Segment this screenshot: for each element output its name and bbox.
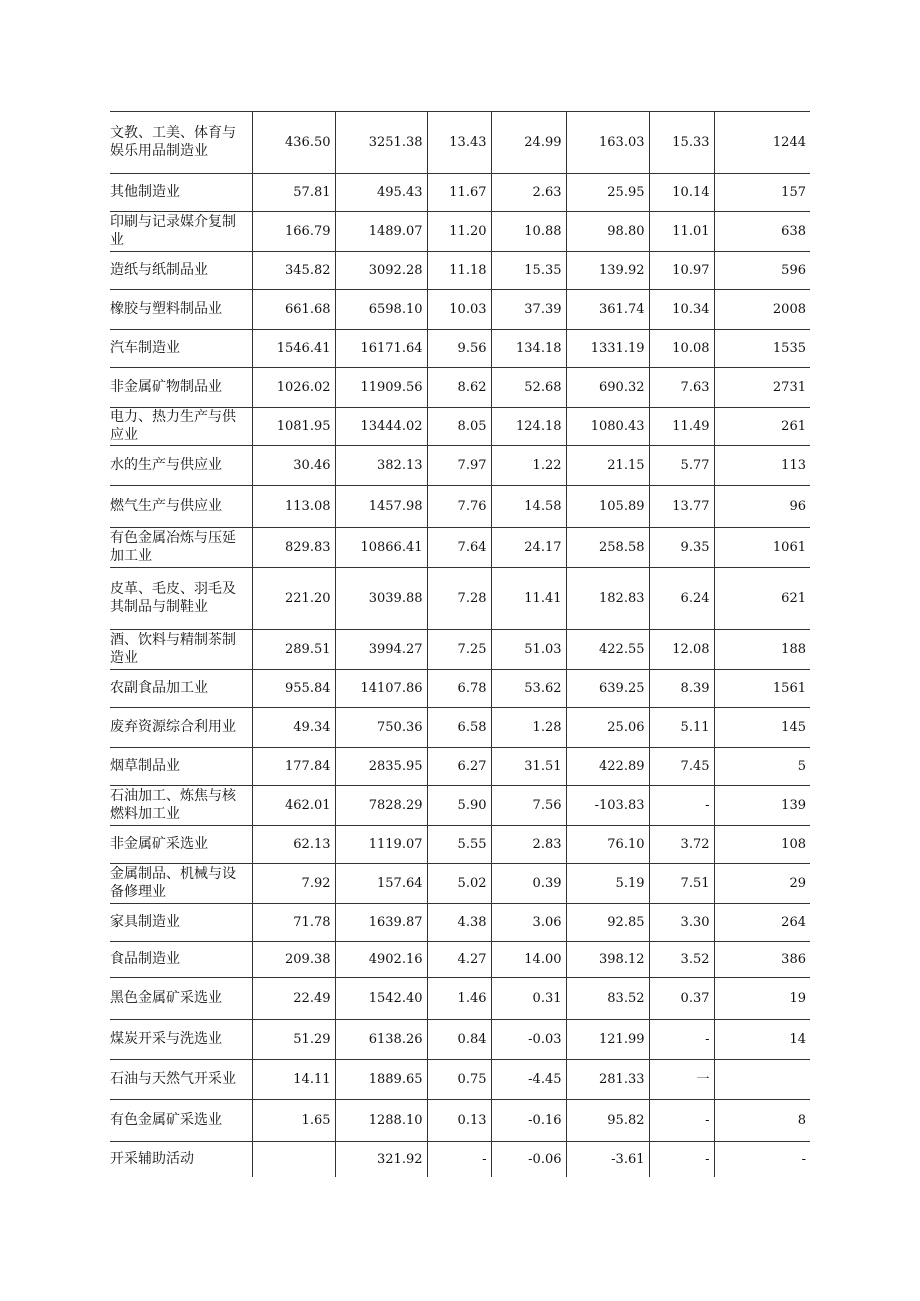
industry-name-cell: 金属制品、机械与设备修理业 xyxy=(110,863,252,903)
value-cell-col-6: 0.37 xyxy=(649,977,714,1019)
value-cell-col-4: 2.83 xyxy=(491,825,566,863)
value-cell-col-2: 1639.87 xyxy=(335,903,427,941)
table-row xyxy=(110,567,810,629)
value-cell-col-3: 11.67 xyxy=(427,173,491,211)
value-cell-col-1: 462.01 xyxy=(252,785,335,825)
value-cell-col-1 xyxy=(252,1141,335,1177)
value-cell-col-3: 5.90 xyxy=(427,785,491,825)
value-cell-col-2: 10866.41 xyxy=(335,527,427,567)
value-cell-col-1: 22.49 xyxy=(252,977,335,1019)
value-cell-col-7: 1561 xyxy=(714,669,810,707)
industry-name-cell: 食品制造业 xyxy=(110,941,252,977)
value-cell-col-7: 145 xyxy=(714,707,810,747)
value-cell-col-7: 8 xyxy=(714,1099,810,1141)
value-cell-col-3: 9.56 xyxy=(427,329,491,367)
value-cell-col-5: 105.89 xyxy=(566,485,649,527)
value-cell-col-7: 96 xyxy=(714,485,810,527)
value-cell-col-3: 7.97 xyxy=(427,445,491,485)
value-cell-col-5: 76.10 xyxy=(566,825,649,863)
value-cell-col-6: - xyxy=(649,1141,714,1177)
value-cell-col-6: 7.45 xyxy=(649,747,714,785)
value-cell-col-1: 829.83 xyxy=(252,527,335,567)
table-row xyxy=(110,785,810,825)
value-cell-col-4: -0.16 xyxy=(491,1099,566,1141)
value-cell-col-3: 11.18 xyxy=(427,251,491,289)
industry-name-cell: 非金属矿物制品业 xyxy=(110,367,252,407)
industry-name-cell: 开采辅助活动 xyxy=(110,1151,194,1168)
value-cell-col-6: 9.35 xyxy=(649,527,714,567)
value-cell-col-4: 2.63 xyxy=(491,173,566,211)
value-cell-col-4: 14.58 xyxy=(491,485,566,527)
industry-name-cell: 石油加工、炼焦与核燃料加工业 xyxy=(110,785,252,825)
industry-name-cell: 印刷与记录媒介复制业 xyxy=(110,211,252,251)
value-cell-col-2: 321.92 xyxy=(335,1141,427,1177)
value-cell-col-2: 1457.98 xyxy=(335,485,427,527)
industry-name-cell: 煤炭开采与洗选业 xyxy=(110,1019,252,1059)
value-cell-col-2: 1489.07 xyxy=(335,211,427,251)
value-cell-col-6: 15.33 xyxy=(649,112,714,173)
value-cell-col-2: 6598.10 xyxy=(335,289,427,329)
value-cell-col-5: 83.52 xyxy=(566,977,649,1019)
industry-name-cell: 皮革、毛皮、羽毛及其制品与制鞋业 xyxy=(110,567,252,629)
value-cell-col-1: 71.78 xyxy=(252,903,335,941)
value-cell-col-6: 11.01 xyxy=(649,211,714,251)
value-cell-col-4: -0.06 xyxy=(491,1141,566,1177)
value-cell-col-7: 5 xyxy=(714,747,810,785)
value-cell-col-1: 7.92 xyxy=(252,863,335,903)
value-cell-col-5: 92.85 xyxy=(566,903,649,941)
value-cell-col-4: -4.45 xyxy=(491,1059,566,1099)
table-row xyxy=(110,669,810,707)
table-row xyxy=(110,1019,810,1059)
table-row xyxy=(110,112,810,173)
value-cell-col-5: -103.83 xyxy=(566,785,649,825)
value-cell-col-4: 7.56 xyxy=(491,785,566,825)
value-cell-col-3: - xyxy=(427,1141,491,1177)
industry-name-cell: 电力、热力生产与供应业 xyxy=(110,407,252,445)
value-cell-col-7: 19 xyxy=(714,977,810,1019)
value-cell-col-6: 5.77 xyxy=(649,445,714,485)
industry-name-cell: 黑色金属矿采选业 xyxy=(110,977,252,1019)
value-cell-col-4: 37.39 xyxy=(491,289,566,329)
value-cell-col-2: 11909.56 xyxy=(335,367,427,407)
value-cell-col-2: 14107.86 xyxy=(335,669,427,707)
table-row xyxy=(110,367,810,407)
value-cell-col-4: 124.18 xyxy=(491,407,566,445)
value-cell-col-5: 422.89 xyxy=(566,747,649,785)
table-row xyxy=(110,329,810,367)
value-cell-col-7: 1061 xyxy=(714,527,810,567)
table-row xyxy=(110,173,810,211)
value-cell-col-7: 386 xyxy=(714,941,810,977)
value-cell-col-5: 139.92 xyxy=(566,251,649,289)
value-cell-col-2: 7828.29 xyxy=(335,785,427,825)
value-cell-col-1: 30.46 xyxy=(252,445,335,485)
table-row xyxy=(110,445,810,485)
value-cell-col-5: 361.74 xyxy=(566,289,649,329)
industry-name-cell: 造纸与纸制品业 xyxy=(110,251,252,289)
value-cell-col-6: - xyxy=(649,785,714,825)
value-cell-col-3: 0.75 xyxy=(427,1059,491,1099)
value-cell-col-3: 4.38 xyxy=(427,903,491,941)
value-cell-col-1: 289.51 xyxy=(252,629,335,669)
value-cell-col-4: 0.31 xyxy=(491,977,566,1019)
table-row xyxy=(110,251,810,289)
value-cell-col-1: 14.11 xyxy=(252,1059,335,1099)
value-cell-col-6: 3.52 xyxy=(649,941,714,977)
value-cell-col-7: 29 xyxy=(714,863,810,903)
value-cell-col-5: 25.06 xyxy=(566,707,649,747)
table-row xyxy=(110,1141,810,1177)
value-cell-col-3: 0.13 xyxy=(427,1099,491,1141)
value-cell-col-4: 1.22 xyxy=(491,445,566,485)
industry-name-cell: 烟草制品业 xyxy=(110,747,252,785)
value-cell-col-3: 4.27 xyxy=(427,941,491,977)
table-row xyxy=(110,825,810,863)
value-cell-col-3: 6.27 xyxy=(427,747,491,785)
value-cell-col-2: 1542.40 xyxy=(335,977,427,1019)
value-cell-col-5: 5.19 xyxy=(566,863,649,903)
table-row xyxy=(110,527,810,567)
value-cell-col-2: 3251.38 xyxy=(335,112,427,173)
value-cell-col-1: 1026.02 xyxy=(252,367,335,407)
value-cell-col-3: 5.02 xyxy=(427,863,491,903)
industry-name-cell: 农副食品加工业 xyxy=(110,669,252,707)
value-cell-col-3: 7.76 xyxy=(427,485,491,527)
value-cell-col-3: 7.64 xyxy=(427,527,491,567)
value-cell-col-2: 3039.88 xyxy=(335,567,427,629)
value-cell-col-4: 134.18 xyxy=(491,329,566,367)
value-cell-col-3: 13.43 xyxy=(427,112,491,173)
value-cell-col-7: 108 xyxy=(714,825,810,863)
value-cell-col-7: 264 xyxy=(714,903,810,941)
value-cell-col-3: 0.84 xyxy=(427,1019,491,1059)
table-row xyxy=(110,485,810,527)
industry-name-cell: 其他制造业 xyxy=(110,173,252,211)
value-cell-col-4: 0.39 xyxy=(491,863,566,903)
value-cell-col-7: 113 xyxy=(714,445,810,485)
value-cell-col-7: 621 xyxy=(714,567,810,629)
value-cell-col-6: 3.72 xyxy=(649,825,714,863)
value-cell-col-1: 345.82 xyxy=(252,251,335,289)
value-cell-col-2: 495.43 xyxy=(335,173,427,211)
value-cell-col-7: 1535 xyxy=(714,329,810,367)
table-row xyxy=(110,903,810,941)
value-cell-col-6: 10.08 xyxy=(649,329,714,367)
value-cell-col-5: 398.12 xyxy=(566,941,649,977)
value-cell-col-4: 24.17 xyxy=(491,527,566,567)
value-cell-col-6: 6.24 xyxy=(649,567,714,629)
value-cell-col-5: 1080.43 xyxy=(566,407,649,445)
value-cell-col-5: 182.83 xyxy=(566,567,649,629)
value-cell-col-3: 8.05 xyxy=(427,407,491,445)
value-cell-col-1: 661.68 xyxy=(252,289,335,329)
value-cell-col-5: -3.61 xyxy=(566,1141,649,1177)
industry-name-cell: 非金属矿采选业 xyxy=(110,825,252,863)
industry-name-cell: 燃气生产与供应业 xyxy=(110,485,252,527)
table-row xyxy=(110,941,810,977)
value-cell-col-2: 1119.07 xyxy=(335,825,427,863)
value-cell-col-2: 1288.10 xyxy=(335,1099,427,1141)
value-cell-col-7: 596 xyxy=(714,251,810,289)
value-cell-col-5: 422.55 xyxy=(566,629,649,669)
value-cell-col-6: 10.14 xyxy=(649,173,714,211)
value-cell-col-2: 750.36 xyxy=(335,707,427,747)
value-cell-col-3: 10.03 xyxy=(427,289,491,329)
industry-name-cell: 废弃资源综合利用业 xyxy=(110,707,252,747)
table-row xyxy=(110,1059,810,1099)
value-cell-col-3: 6.78 xyxy=(427,669,491,707)
value-cell-col-2: 1889.65 xyxy=(335,1059,427,1099)
industry-name-cell: 家具制造业 xyxy=(110,903,252,941)
industry-name-cell: 石油与天然气开采业 xyxy=(110,1059,252,1099)
value-cell-col-5: 95.82 xyxy=(566,1099,649,1141)
value-cell-col-4: 10.88 xyxy=(491,211,566,251)
value-cell-col-1: 51.29 xyxy=(252,1019,335,1059)
value-cell-col-2: 6138.26 xyxy=(335,1019,427,1059)
value-cell-col-7: 638 xyxy=(714,211,810,251)
value-cell-col-2: 4902.16 xyxy=(335,941,427,977)
value-cell-col-6: 12.08 xyxy=(649,629,714,669)
value-cell-col-2: 13444.02 xyxy=(335,407,427,445)
value-cell-col-4: 51.03 xyxy=(491,629,566,669)
value-cell-col-4: 3.06 xyxy=(491,903,566,941)
industry-name-cell: 水的生产与供应业 xyxy=(110,445,252,485)
value-cell-col-5: 281.33 xyxy=(566,1059,649,1099)
table-row xyxy=(110,747,810,785)
value-cell-col-5: 98.80 xyxy=(566,211,649,251)
value-cell-col-1: 1081.95 xyxy=(252,407,335,445)
industry-data-table xyxy=(110,112,810,1177)
value-cell-col-3: 8.62 xyxy=(427,367,491,407)
value-cell-col-2: 16171.64 xyxy=(335,329,427,367)
value-cell-col-7: 1244 xyxy=(714,112,810,173)
value-cell-col-5: 21.15 xyxy=(566,445,649,485)
value-cell-col-5: 121.99 xyxy=(566,1019,649,1059)
value-cell-col-7: 2731 xyxy=(714,367,810,407)
value-cell-col-6: 8.39 xyxy=(649,669,714,707)
value-cell-col-5: 258.58 xyxy=(566,527,649,567)
value-cell-col-5: 639.25 xyxy=(566,669,649,707)
table-row xyxy=(110,1099,810,1141)
industry-name-cell: 有色金属矿采选业 xyxy=(110,1099,252,1141)
industry-name-cell: 文教、工美、体育与娱乐用品制造业 xyxy=(110,112,252,173)
value-cell-col-7 xyxy=(714,1059,810,1099)
table-body xyxy=(110,112,810,1177)
value-cell-col-1: 955.84 xyxy=(252,669,335,707)
value-cell-col-3: 11.20 xyxy=(427,211,491,251)
value-cell-col-1: 166.79 xyxy=(252,211,335,251)
value-cell-col-6: 7.63 xyxy=(649,367,714,407)
value-cell-col-7: 139 xyxy=(714,785,810,825)
value-cell-col-5: 1331.19 xyxy=(566,329,649,367)
table-row xyxy=(110,407,810,445)
industry-name-cell: 橡胶与塑料制品业 xyxy=(110,289,252,329)
value-cell-col-5: 163.03 xyxy=(566,112,649,173)
value-cell-col-4: 14.00 xyxy=(491,941,566,977)
value-cell-col-1: 62.13 xyxy=(252,825,335,863)
value-cell-col-7: 14 xyxy=(714,1019,810,1059)
industry-name-cell: 汽车制造业 xyxy=(110,329,252,367)
table-row xyxy=(110,977,810,1019)
value-cell-col-3: 7.25 xyxy=(427,629,491,669)
value-cell-col-3: 6.58 xyxy=(427,707,491,747)
value-cell-col-7: 157 xyxy=(714,173,810,211)
value-cell-col-3: 7.28 xyxy=(427,567,491,629)
value-cell-col-5: 690.32 xyxy=(566,367,649,407)
value-cell-col-1: 221.20 xyxy=(252,567,335,629)
industry-name-cell: 有色金属冶炼与压延加工业 xyxy=(110,527,252,567)
value-cell-col-1: 177.84 xyxy=(252,747,335,785)
value-cell-col-1: 1546.41 xyxy=(252,329,335,367)
value-cell-col-4: 24.99 xyxy=(491,112,566,173)
value-cell-col-6: 10.34 xyxy=(649,289,714,329)
table-row xyxy=(110,289,810,329)
value-cell-col-3: 5.55 xyxy=(427,825,491,863)
value-cell-col-3: 1.46 xyxy=(427,977,491,1019)
value-cell-col-2: 3092.28 xyxy=(335,251,427,289)
value-cell-col-6: 7.51 xyxy=(649,863,714,903)
value-cell-col-4: -0.03 xyxy=(491,1019,566,1059)
value-cell-col-2: 157.64 xyxy=(335,863,427,903)
table-row xyxy=(110,707,810,747)
industry-name-cell: 酒、饮料与精制茶制造业 xyxy=(110,629,252,669)
value-cell-col-5: 25.95 xyxy=(566,173,649,211)
value-cell-col-4: 52.68 xyxy=(491,367,566,407)
value-cell-col-7: 2008 xyxy=(714,289,810,329)
table-row xyxy=(110,211,810,251)
value-cell-col-6: 11.49 xyxy=(649,407,714,445)
table-row xyxy=(110,629,810,669)
value-cell-col-6: - xyxy=(649,1019,714,1059)
value-cell-col-6: - xyxy=(649,1099,714,1141)
value-cell-col-1: 436.50 xyxy=(252,112,335,173)
value-cell-col-1: 1.65 xyxy=(252,1099,335,1141)
value-cell-col-6: 5.11 xyxy=(649,707,714,747)
value-cell-col-1: 209.38 xyxy=(252,941,335,977)
value-cell-col-2: 382.13 xyxy=(335,445,427,485)
value-cell-col-7: 261 xyxy=(714,407,810,445)
value-cell-col-7: - xyxy=(714,1141,810,1177)
value-cell-col-4: 1.28 xyxy=(491,707,566,747)
value-cell-col-4: 31.51 xyxy=(491,747,566,785)
table-row xyxy=(110,863,810,903)
value-cell-col-7: 188 xyxy=(714,629,810,669)
value-cell-col-2: 2835.95 xyxy=(335,747,427,785)
value-cell-col-4: 15.35 xyxy=(491,251,566,289)
value-cell-col-1: 49.34 xyxy=(252,707,335,747)
value-cell-col-6: 13.77 xyxy=(649,485,714,527)
value-cell-col-6: 10.97 xyxy=(649,251,714,289)
value-cell-col-2: 3994.27 xyxy=(335,629,427,669)
value-cell-col-6: 一 xyxy=(649,1059,714,1099)
value-cell-col-1: 57.81 xyxy=(252,173,335,211)
value-cell-col-4: 11.41 xyxy=(491,567,566,629)
value-cell-col-6: 3.30 xyxy=(649,903,714,941)
value-cell-col-4: 53.62 xyxy=(491,669,566,707)
value-cell-col-1: 113.08 xyxy=(252,485,335,527)
